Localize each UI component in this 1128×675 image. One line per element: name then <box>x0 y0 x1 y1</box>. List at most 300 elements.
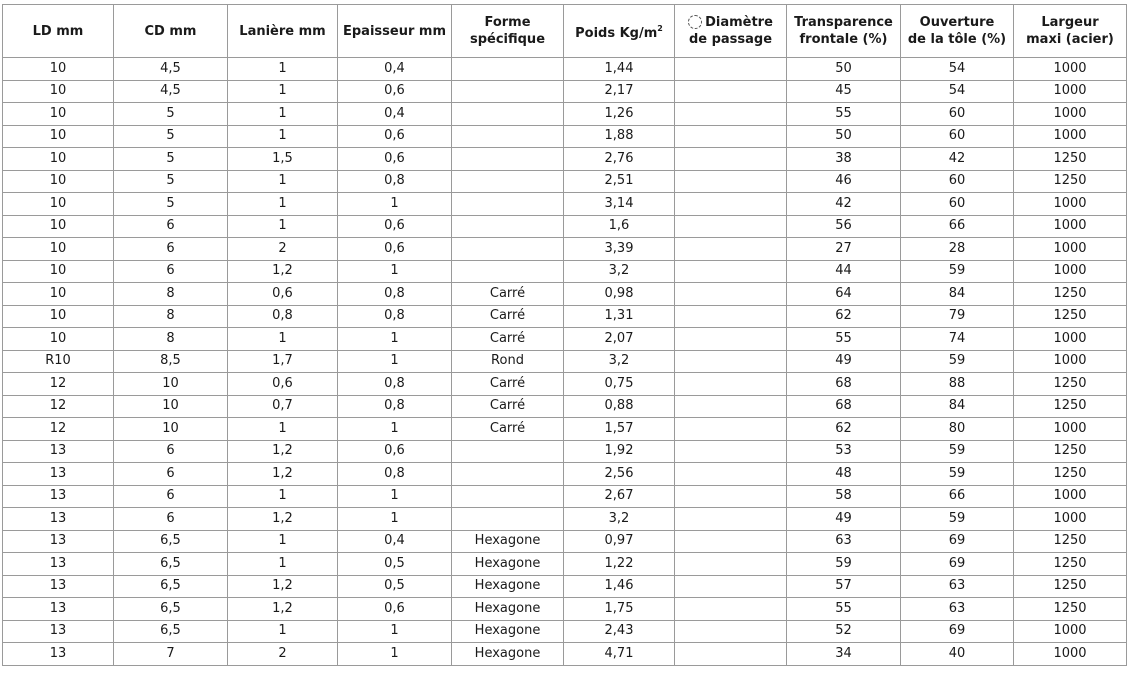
cell-largeur: 1250 <box>1014 553 1127 576</box>
cell-cd: 10 <box>114 395 228 418</box>
cell-epaisseur: 0,6 <box>338 80 452 103</box>
cell-ouverture: 79 <box>901 305 1014 328</box>
header-poids <box>564 5 675 58</box>
cell-ouverture: 84 <box>901 283 1014 306</box>
cell-transparence: 42 <box>787 193 901 216</box>
cell-epaisseur: 1 <box>338 350 452 373</box>
cell-diametre <box>675 305 787 328</box>
cell-ouverture: 66 <box>901 215 1014 238</box>
cell-poids: 1,22 <box>564 553 675 576</box>
cell-ouverture: 59 <box>901 508 1014 531</box>
header-forme-line2: spécifique <box>469 32 546 47</box>
cell-largeur: 1250 <box>1014 148 1127 171</box>
cell-poids: 2,07 <box>564 328 675 351</box>
table-row <box>3 305 1127 328</box>
cell-ouverture: 60 <box>901 193 1014 216</box>
cell-ld: R10 <box>3 350 114 373</box>
table-row <box>3 238 1127 261</box>
cell-ld: 10 <box>3 125 114 148</box>
cell-poids: 1,26 <box>564 103 675 126</box>
cell-ld: 13 <box>3 553 114 576</box>
cell-ld: 10 <box>3 238 114 261</box>
table-row <box>3 620 1127 643</box>
cell-largeur: 1000 <box>1014 485 1127 508</box>
cell-diametre <box>675 238 787 261</box>
header-row <box>3 5 1127 58</box>
cell-laniere: 1 <box>228 170 338 193</box>
cell-forme: Carré <box>452 395 564 418</box>
header-ouverture-line1: Ouverture <box>919 15 995 30</box>
cell-laniere: 1 <box>228 620 338 643</box>
cell-forme <box>452 238 564 261</box>
cell-ld: 10 <box>3 80 114 103</box>
cell-largeur: 1000 <box>1014 350 1127 373</box>
header-cd <box>114 5 228 58</box>
cell-diametre <box>675 260 787 283</box>
cell-forme <box>452 103 564 126</box>
cell-largeur: 1250 <box>1014 440 1127 463</box>
cell-cd: 6 <box>114 463 228 486</box>
table-row <box>3 440 1127 463</box>
cell-ouverture: 69 <box>901 620 1014 643</box>
table-row <box>3 553 1127 576</box>
cell-poids: 1,44 <box>564 58 675 81</box>
cell-transparence: 50 <box>787 125 901 148</box>
header-transparence <box>787 5 901 58</box>
cell-epaisseur: 0,6 <box>338 238 452 261</box>
cell-epaisseur: 0,8 <box>338 170 452 193</box>
cell-transparence: 63 <box>787 530 901 553</box>
cell-cd: 6 <box>114 238 228 261</box>
cell-forme: Carré <box>452 305 564 328</box>
cell-epaisseur: 1 <box>338 260 452 283</box>
cell-laniere: 1 <box>228 125 338 148</box>
cell-ouverture: 28 <box>901 238 1014 261</box>
cell-ouverture: 60 <box>901 170 1014 193</box>
cell-transparence: 38 <box>787 148 901 171</box>
cell-cd: 6,5 <box>114 553 228 576</box>
cell-epaisseur: 0,6 <box>338 440 452 463</box>
cell-ld: 13 <box>3 463 114 486</box>
cell-poids: 1,57 <box>564 418 675 441</box>
cell-cd: 6 <box>114 485 228 508</box>
cell-forme: Hexagone <box>452 530 564 553</box>
cell-epaisseur: 0,5 <box>338 575 452 598</box>
cell-poids: 1,92 <box>564 440 675 463</box>
cell-ld: 10 <box>3 170 114 193</box>
cell-largeur: 1000 <box>1014 193 1127 216</box>
header-poids-superscript: 2 <box>657 24 663 33</box>
cell-cd: 4,5 <box>114 58 228 81</box>
header-forme-line1: Forme <box>484 15 531 30</box>
table-row <box>3 463 1127 486</box>
cell-laniere: 1,2 <box>228 463 338 486</box>
cell-diametre <box>675 58 787 81</box>
cell-epaisseur: 1 <box>338 620 452 643</box>
cell-transparence: 49 <box>787 350 901 373</box>
cell-cd: 5 <box>114 170 228 193</box>
cell-transparence: 49 <box>787 508 901 531</box>
cell-largeur: 1250 <box>1014 463 1127 486</box>
cell-ld: 13 <box>3 530 114 553</box>
cell-epaisseur: 1 <box>338 643 452 666</box>
cell-ld: 13 <box>3 598 114 621</box>
table-row <box>3 260 1127 283</box>
cell-ouverture: 54 <box>901 58 1014 81</box>
cell-forme <box>452 463 564 486</box>
cell-laniere: 1 <box>228 328 338 351</box>
header-laniere <box>228 5 338 58</box>
cell-ouverture: 42 <box>901 148 1014 171</box>
table-row <box>3 485 1127 508</box>
header-epaisseur <box>338 5 452 58</box>
cell-ouverture: 59 <box>901 260 1014 283</box>
cell-laniere: 1 <box>228 80 338 103</box>
cell-laniere: 1,5 <box>228 148 338 171</box>
cell-epaisseur: 0,6 <box>338 125 452 148</box>
cell-laniere: 1 <box>228 193 338 216</box>
cell-epaisseur: 0,8 <box>338 305 452 328</box>
cell-forme: Hexagone <box>452 553 564 576</box>
cell-epaisseur: 0,4 <box>338 58 452 81</box>
cell-ld: 10 <box>3 215 114 238</box>
table-row <box>3 103 1127 126</box>
cell-diametre <box>675 553 787 576</box>
header-ld-label: LD mm <box>32 23 84 39</box>
cell-largeur: 1000 <box>1014 620 1127 643</box>
cell-ouverture: 66 <box>901 485 1014 508</box>
cell-transparence: 62 <box>787 305 901 328</box>
cell-forme <box>452 440 564 463</box>
cell-poids: 1,88 <box>564 125 675 148</box>
cell-epaisseur: 1 <box>338 508 452 531</box>
header-diametre-line2: de passage <box>688 32 773 47</box>
cell-ld: 13 <box>3 508 114 531</box>
cell-epaisseur: 0,4 <box>338 103 452 126</box>
cell-transparence: 46 <box>787 170 901 193</box>
cell-ld: 13 <box>3 643 114 666</box>
cell-cd: 8 <box>114 283 228 306</box>
cell-transparence: 56 <box>787 215 901 238</box>
cell-diametre <box>675 193 787 216</box>
cell-laniere: 1 <box>228 215 338 238</box>
cell-cd: 6 <box>114 440 228 463</box>
table-row <box>3 598 1127 621</box>
cell-laniere: 1,7 <box>228 350 338 373</box>
cell-poids: 1,46 <box>564 575 675 598</box>
cell-ld: 10 <box>3 328 114 351</box>
cell-largeur: 1250 <box>1014 395 1127 418</box>
cell-epaisseur: 1 <box>338 328 452 351</box>
cell-ouverture: 74 <box>901 328 1014 351</box>
cell-forme <box>452 215 564 238</box>
header-cd-label: CD mm <box>144 23 197 39</box>
cell-laniere: 1 <box>228 530 338 553</box>
cell-diametre <box>675 148 787 171</box>
cell-forme: Carré <box>452 328 564 351</box>
cell-poids: 0,88 <box>564 395 675 418</box>
cell-diametre <box>675 373 787 396</box>
cell-diametre <box>675 643 787 666</box>
cell-laniere: 1,2 <box>228 598 338 621</box>
cell-ouverture: 63 <box>901 575 1014 598</box>
cell-forme <box>452 193 564 216</box>
cell-largeur: 1000 <box>1014 58 1127 81</box>
cell-transparence: 58 <box>787 485 901 508</box>
cell-ld: 10 <box>3 260 114 283</box>
cell-transparence: 52 <box>787 620 901 643</box>
cell-ouverture: 63 <box>901 598 1014 621</box>
cell-forme: Rond <box>452 350 564 373</box>
cell-transparence: 64 <box>787 283 901 306</box>
cell-cd: 6 <box>114 508 228 531</box>
table-row <box>3 328 1127 351</box>
cell-cd: 6,5 <box>114 598 228 621</box>
cell-poids: 1,31 <box>564 305 675 328</box>
cell-laniere: 1 <box>228 58 338 81</box>
cell-epaisseur: 0,6 <box>338 598 452 621</box>
table-row <box>3 373 1127 396</box>
cell-laniere: 1,2 <box>228 508 338 531</box>
table-row <box>3 530 1127 553</box>
cell-laniere: 1,2 <box>228 575 338 598</box>
cell-poids: 3,2 <box>564 350 675 373</box>
cell-ouverture: 69 <box>901 530 1014 553</box>
cell-forme <box>452 125 564 148</box>
cell-transparence: 62 <box>787 418 901 441</box>
cell-epaisseur: 0,6 <box>338 215 452 238</box>
cell-ld: 10 <box>3 193 114 216</box>
cell-laniere: 0,6 <box>228 373 338 396</box>
cell-ouverture: 59 <box>901 440 1014 463</box>
cell-transparence: 57 <box>787 575 901 598</box>
cell-poids: 2,17 <box>564 80 675 103</box>
cell-poids: 2,51 <box>564 170 675 193</box>
cell-ouverture: 60 <box>901 103 1014 126</box>
header-largeur-line2: maxi (acier) <box>1026 32 1114 47</box>
cell-cd: 5 <box>114 193 228 216</box>
cell-diametre <box>675 530 787 553</box>
cell-forme <box>452 508 564 531</box>
cell-largeur: 1250 <box>1014 283 1127 306</box>
cell-forme: Hexagone <box>452 575 564 598</box>
cell-transparence: 59 <box>787 553 901 576</box>
cell-largeur: 1250 <box>1014 598 1127 621</box>
cell-ouverture: 88 <box>901 373 1014 396</box>
cell-largeur: 1000 <box>1014 508 1127 531</box>
cell-poids: 0,98 <box>564 283 675 306</box>
cell-cd: 6,5 <box>114 575 228 598</box>
cell-cd: 5 <box>114 125 228 148</box>
cell-ouverture: 84 <box>901 395 1014 418</box>
cell-poids: 2,67 <box>564 485 675 508</box>
cell-forme <box>452 170 564 193</box>
cell-forme: Hexagone <box>452 643 564 666</box>
cell-cd: 5 <box>114 103 228 126</box>
cell-cd: 8 <box>114 305 228 328</box>
cell-ld: 10 <box>3 148 114 171</box>
table-row <box>3 418 1127 441</box>
cell-laniere: 1,2 <box>228 440 338 463</box>
cell-ld: 12 <box>3 395 114 418</box>
cell-ouverture: 40 <box>901 643 1014 666</box>
cell-transparence: 55 <box>787 598 901 621</box>
cell-ld: 10 <box>3 58 114 81</box>
cell-poids: 2,43 <box>564 620 675 643</box>
cell-ld: 10 <box>3 305 114 328</box>
table-row <box>3 193 1127 216</box>
cell-ouverture: 59 <box>901 350 1014 373</box>
cell-cd: 6 <box>114 260 228 283</box>
cell-poids: 3,14 <box>564 193 675 216</box>
cell-poids: 1,6 <box>564 215 675 238</box>
cell-epaisseur: 0,8 <box>338 283 452 306</box>
cell-diametre <box>675 170 787 193</box>
cell-largeur: 1000 <box>1014 80 1127 103</box>
table-row <box>3 80 1127 103</box>
cell-cd: 6 <box>114 215 228 238</box>
cell-diametre <box>675 215 787 238</box>
header-transparence-line2: frontale (%) <box>799 32 888 47</box>
table-row <box>3 170 1127 193</box>
header-forme <box>452 5 564 58</box>
cell-diametre <box>675 418 787 441</box>
cell-transparence: 45 <box>787 80 901 103</box>
table-row <box>3 148 1127 171</box>
cell-epaisseur: 0,8 <box>338 395 452 418</box>
cell-ouverture: 60 <box>901 125 1014 148</box>
data-table-container <box>2 4 1126 666</box>
cell-laniere: 2 <box>228 238 338 261</box>
cell-diametre <box>675 620 787 643</box>
header-laniere-label: Lanière mm <box>239 23 326 39</box>
cell-ouverture: 54 <box>901 80 1014 103</box>
cell-largeur: 1250 <box>1014 530 1127 553</box>
header-poids-label: Poids Kg/m <box>575 26 658 41</box>
cell-forme: Carré <box>452 418 564 441</box>
cell-epaisseur: 0,4 <box>338 530 452 553</box>
cell-ld: 10 <box>3 103 114 126</box>
cell-largeur: 1250 <box>1014 305 1127 328</box>
cell-ld: 13 <box>3 440 114 463</box>
cell-largeur: 1000 <box>1014 103 1127 126</box>
cell-transparence: 55 <box>787 103 901 126</box>
header-ouverture-line2: de la tôle (%) <box>907 32 1007 47</box>
cell-laniere: 0,7 <box>228 395 338 418</box>
cell-forme <box>452 485 564 508</box>
cell-laniere: 1 <box>228 485 338 508</box>
cell-largeur: 1000 <box>1014 215 1127 238</box>
header-ld <box>3 5 114 58</box>
dashed-circle-icon <box>688 15 702 29</box>
cell-ld: 12 <box>3 418 114 441</box>
cell-diametre <box>675 80 787 103</box>
cell-ld: 12 <box>3 373 114 396</box>
cell-forme <box>452 80 564 103</box>
cell-diametre <box>675 598 787 621</box>
header-transparence-line1: Transparence <box>794 15 893 30</box>
cell-diametre <box>675 440 787 463</box>
cell-ouverture: 80 <box>901 418 1014 441</box>
cell-diametre <box>675 103 787 126</box>
cell-forme: Carré <box>452 283 564 306</box>
cell-forme: Hexagone <box>452 620 564 643</box>
cell-diametre <box>675 328 787 351</box>
cell-laniere: 0,8 <box>228 305 338 328</box>
header-epaisseur-label: Epaisseur mm <box>343 23 446 39</box>
table-row <box>3 508 1127 531</box>
table-row <box>3 575 1127 598</box>
table-row <box>3 283 1127 306</box>
table-row <box>3 58 1127 81</box>
header-largeur-line1: Largeur <box>1041 15 1099 30</box>
cell-forme: Carré <box>452 373 564 396</box>
cell-largeur: 1250 <box>1014 170 1127 193</box>
cell-largeur: 1250 <box>1014 575 1127 598</box>
cell-cd: 6,5 <box>114 620 228 643</box>
cell-cd: 6,5 <box>114 530 228 553</box>
cell-epaisseur: 0,8 <box>338 373 452 396</box>
cell-poids: 4,71 <box>564 643 675 666</box>
cell-epaisseur: 0,6 <box>338 148 452 171</box>
cell-cd: 5 <box>114 148 228 171</box>
cell-epaisseur: 1 <box>338 485 452 508</box>
cell-forme <box>452 260 564 283</box>
cell-cd: 8,5 <box>114 350 228 373</box>
cell-largeur: 1250 <box>1014 373 1127 396</box>
table-body <box>3 58 1127 666</box>
cell-transparence: 68 <box>787 373 901 396</box>
header-diametre-line1: Diamètre <box>705 15 773 30</box>
cell-epaisseur: 0,8 <box>338 463 452 486</box>
cell-forme: Hexagone <box>452 598 564 621</box>
cell-transparence: 68 <box>787 395 901 418</box>
cell-ouverture: 69 <box>901 553 1014 576</box>
cell-ld: 10 <box>3 283 114 306</box>
cell-diametre <box>675 463 787 486</box>
cell-diametre <box>675 485 787 508</box>
table-row <box>3 643 1127 666</box>
cell-diametre <box>675 283 787 306</box>
cell-transparence: 48 <box>787 463 901 486</box>
cell-poids: 0,75 <box>564 373 675 396</box>
table-row <box>3 350 1127 373</box>
cell-diametre <box>675 350 787 373</box>
cell-largeur: 1000 <box>1014 643 1127 666</box>
cell-ld: 13 <box>3 620 114 643</box>
cell-poids: 1,75 <box>564 598 675 621</box>
cell-largeur: 1000 <box>1014 125 1127 148</box>
cell-ouverture: 59 <box>901 463 1014 486</box>
cell-poids: 3,2 <box>564 508 675 531</box>
cell-cd: 4,5 <box>114 80 228 103</box>
cell-cd: 8 <box>114 328 228 351</box>
cell-epaisseur: 0,5 <box>338 553 452 576</box>
header-diametre <box>675 5 787 58</box>
cell-poids: 2,56 <box>564 463 675 486</box>
cell-largeur: 1000 <box>1014 260 1127 283</box>
cell-laniere: 1 <box>228 103 338 126</box>
cell-transparence: 44 <box>787 260 901 283</box>
perforated-sheet-table <box>2 4 1127 666</box>
cell-cd: 10 <box>114 373 228 396</box>
cell-ld: 13 <box>3 485 114 508</box>
cell-transparence: 55 <box>787 328 901 351</box>
table-row <box>3 215 1127 238</box>
cell-laniere: 1,2 <box>228 260 338 283</box>
cell-poids: 0,97 <box>564 530 675 553</box>
cell-laniere: 2 <box>228 643 338 666</box>
